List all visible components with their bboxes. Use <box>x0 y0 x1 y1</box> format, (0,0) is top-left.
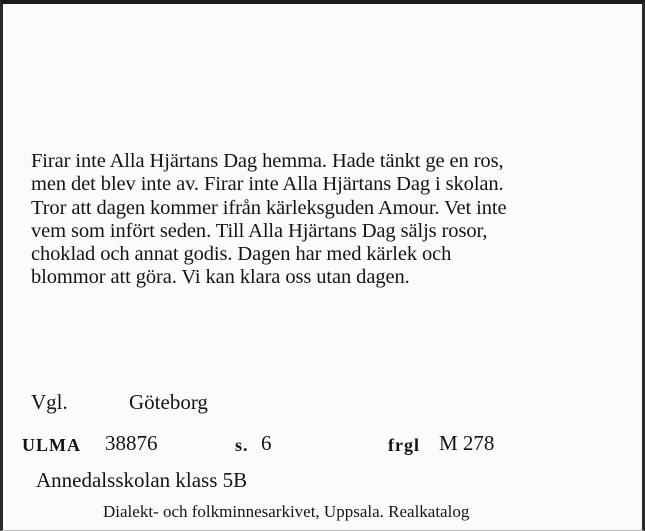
page-number: 6 <box>261 431 272 455</box>
ulma-number: 38876 <box>105 431 158 455</box>
frgl-label: frgl <box>388 435 420 455</box>
frgl-value: M 278 <box>439 431 495 455</box>
page-label: s. <box>235 435 249 455</box>
vgl-label: Vgl. <box>31 390 68 414</box>
card-body-text: Firar inte Alla Hjärtans Dag hemma. Hade tänkt ge en ros, men det blev inte av. Firar inte Alla Hjärtans Dag i skolan. Tror att dagen kommer ifrån kärleksguden Amour. Vet inte vem som infört seden. Till Alla Hjärtans Dag säljs rosor, choklad och annat godis. Dagen har med kärlek och blommor att göra. Vi kan klara oss utan dagen. <box>31 150 507 289</box>
place-name: Göteborg <box>129 390 208 414</box>
ulma-label: ULMA <box>22 435 81 455</box>
school-name: Annedalsskolan klass 5B <box>36 468 248 492</box>
archive-footer: Dialekt- och folkminnesarkivet, Uppsala. Realkatalog <box>103 502 470 521</box>
